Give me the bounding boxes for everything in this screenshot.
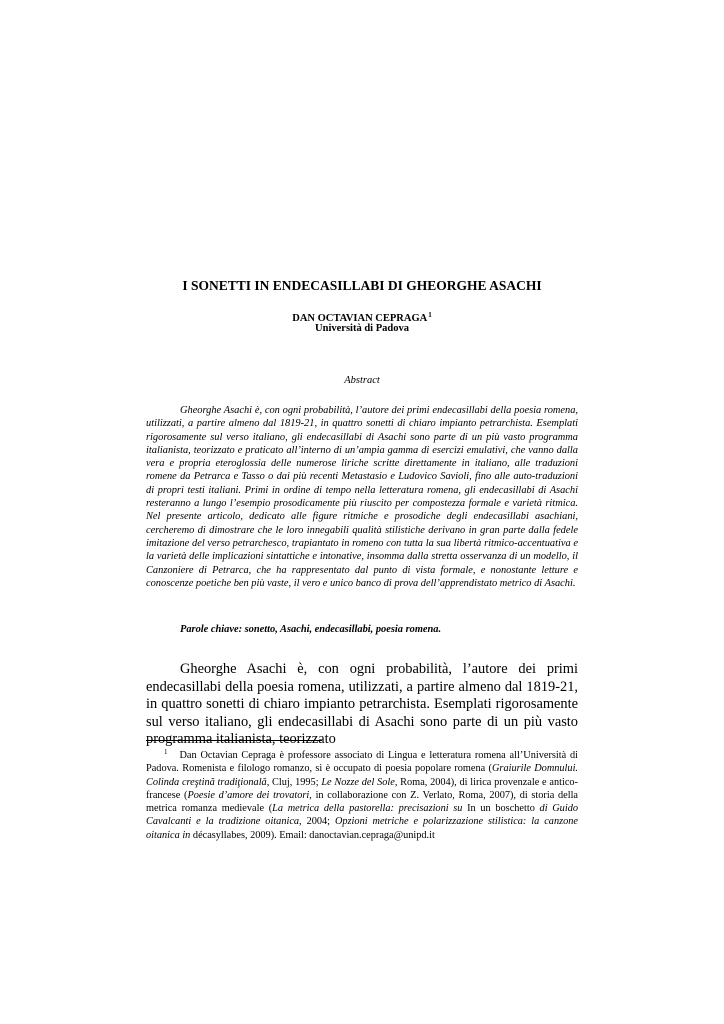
footnote-part: , Cluj, 1995; [266,776,322,788]
author-footnote-mark: 1 [428,311,432,319]
abstract-text: Gheorghe Asachi è, con ogni probabilità, l’autore dei primi endecasillabi della poesia romena, utilizzati, a partire almeno dal 1819-21, in quattro sonetti di chiaro impianto petrarchista. Esemplati rigorosamente sul verso italiano, gli endecasillabi di Asachi sono parte di un più vasto programma italianista, teorizzato e praticato all’interno di un’ampia gamma di esercizi emulativi, che vanno dalla vera e propria eteroglossia delle numerose liriche scritte direttamente in italiano, alle traduzioni romene da Petrarca e Tasso o dai più recenti Metastasio e Ludovico Savioli, fino alle auto-traduzioni di propri testi italiani. Primi in ordine di tempo nella letteratura romena, gli endecasillabi di Asachi resteranno a lungo l’esempio prosodicamente più riuscito per compostezza formale e varietà ritmica. Nel presente articolo, dedicato alle figure ritmiche e prosodiche degli endecasillabi asachiani, cercheremo di dimostrare che le loro innegabili qualità stilistiche derivano in gran parte dalla fedele imitazione del verso petrarchesco, trapiantato in romeno con tutta la sua libertà ritmico-accentuativa e la varietà delle implicazioni sintattiche e intonative, insomma dalla stretta osservanza di un modello, il Canzoniere di Petrarca, che ha rappresentato dal punto di vista formale, e nonostante letture e conoscenze poetiche ben più vaste, il vero e unico banco di prova dell’apprendistato metrico di Asachi. [146,405,578,589]
footnote [146,746,578,842]
footnote-italic: La metrica della pastorella: precisazioni su [272,803,463,815]
footnote-part: décasyllabes, 2009). Email: danoctavian.cepraga@unipd.it [190,829,435,841]
footnote-italic: di Guido Cavalcanti e la tradizione oitanica [146,803,578,828]
author-name-text: DAN OCTAVIAN CEPRAGA [292,313,428,324]
footnote-part: , 2004; [299,816,335,828]
footnote-italic: Poesie d’amore dei trovatori [187,789,310,801]
abstract-heading: Abstract [344,375,380,386]
footnote-part: In un boschetto [462,803,540,815]
keywords: Parole chiave: sonetto, Asachi, endecasillabi, poesia romena. [180,624,442,635]
footnote-italic: Opzioni metriche e polarizzazione stilistica: la canzone oitanica in [146,816,578,841]
body-paragraph: Gheorghe Asachi è, con ogni probabilità, l’autore dei primi endecasillabi della poesia romena, utilizzati, a partire almeno dal 1819-21, in quattro sonetti di chiaro impianto petrarchista. Esemplati rigorosamente sul verso italiano, gli endecasillabi di Asachi sono parte di un più vasto programma italianista, teorizzato [146,661,578,748]
author-affiliation: Università di Padova [315,323,409,334]
footnote-part: , in collaborazione con Z. Verlato, Roma, 2007), di storia della metrica romanza medievale ( [146,789,578,815]
footnote-italic: Le Nozze del Sole [321,776,395,788]
footnote-separator [146,740,322,741]
footnote-italic: Graiurile Domnului. Colinda creştină tradiţională [146,763,578,788]
footnote-mark: 1 [164,748,168,756]
footnote-part: Dan Octavian Cepraga è professore associato di Lingua e letteratura romena all’Università di Padova. Romenista e filologo romanzo, si è occupato di poesia popolare romena ( [146,750,578,775]
article-title: I SONETTI IN ENDECASILLABI DI GHEORGHE ASACHI [182,278,542,293]
footnote-part: , Roma, 2004), di lirica provenzale e antico-francese ( [146,776,578,801]
